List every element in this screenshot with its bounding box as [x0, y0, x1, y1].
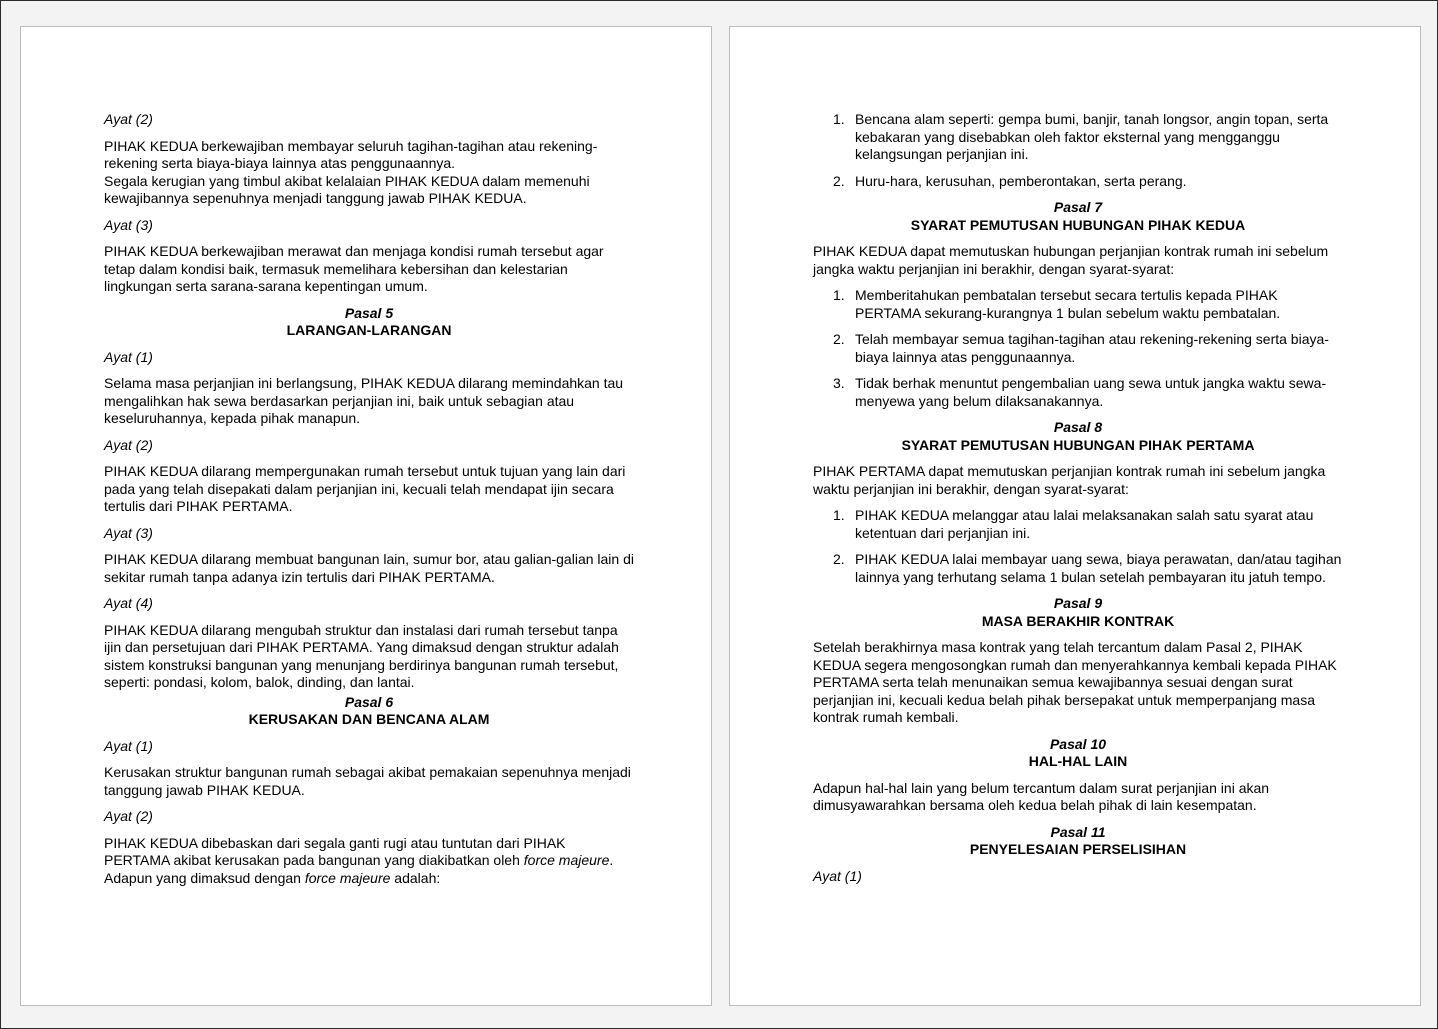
pasal-5-heading — [104, 305, 634, 340]
paragraph: PIHAK KEDUA berkewajiban merawat dan menjaga kondisi rumah tersebut agar tetap dalam kondisi baik, termasuk memelihara kebersihan dan kelestarian lingkungan serta sarana-sarana kepentingan umum. — [104, 243, 604, 294]
text-run: PIHAK KEDUA dibebaskan dari segala ganti rugi atau tuntutan dari PIHAK PERTAMA akibat kerusakan pada bangunan yang diakibatkan oleh — [104, 834, 566, 868]
ayat-heading: Ayat (4) — [104, 595, 153, 611]
list-item — [813, 331, 1343, 366]
pasal-number: Pasal 10 — [1049, 735, 1107, 752]
ayat-heading: Ayat (2) — [104, 436, 153, 453]
ayat-heading: Ayat (1) — [104, 737, 153, 754]
paragraph: Adapun hal-hal lain yang belum tercantum dalam surat perjanjian ini akan dimusyawarahkan bersama oleh kedua belah pihak di lain kesempatan. — [813, 779, 1270, 813]
ayat-heading: Ayat (2) — [104, 111, 153, 127]
list-item — [813, 507, 1343, 542]
pasal-title: SYARAT PEMUTUSAN HUBUNGAN PIHAK KEDUA — [910, 216, 1246, 233]
paragraph: Selama masa perjanjian ini berlangsung, PIHAK KEDUA dilarang memindahkan tau mengalihkan hak sewa berdasarkan perjanjian ini, baik untuk sebagian atau keseluruhannya, kepada pihak manapun. — [104, 375, 624, 426]
pasal-8-heading — [813, 419, 1343, 454]
pasal-7-heading — [813, 199, 1343, 234]
pasal-number: Pasal 9 — [1053, 595, 1103, 611]
list-text: Tidak berhak menuntut pengembalian uang sewa untuk jangka waktu sewa-menyewa yang belum dilaksanakannya. — [855, 375, 1327, 409]
paragraph — [104, 835, 634, 870]
pasal-number: Pasal 6 — [344, 693, 394, 710]
paragraph: PIHAK KEDUA dapat memutuskan hubungan perjanjian kontrak rumah ini sebelum jangka waktu perjanjian ini berakhir, dengan syarat-syarat: — [813, 243, 1329, 277]
text-run: . — [609, 852, 614, 868]
list-item — [813, 375, 1343, 410]
pasal-title: HAL-HAL LAIN — [1028, 753, 1128, 769]
force-majeure-list — [813, 111, 1343, 190]
ayat-heading: Ayat (2) — [104, 808, 153, 824]
page-left — [20, 26, 712, 1006]
list-number: 3. — [833, 375, 845, 391]
pasal-title: MASA BERAKHIR KONTRAK — [981, 612, 1175, 629]
list-text: Huru-hara, kerusuhan, pemberontakan, serta perang. — [855, 172, 1187, 189]
pasal-number: Pasal 11 — [1050, 823, 1106, 840]
paragraph: PIHAK KEDUA dilarang mempergunakan rumah tersebut untuk tujuan yang lain dari pada yang telah disepakati dalam perjanjian ini, kecuali telah mendapat ijin secara tertulis dari PIHAK PERTAMA. — [104, 463, 626, 514]
italic-term: force majeure — [304, 869, 391, 886]
ayat-heading: Ayat (1) — [104, 348, 153, 365]
page-right-content — [813, 111, 1343, 894]
list-text: Memberitahukan pembatalan tersebut secara tertulis kepada PIHAK PERTAMA sekurang-kurangnya 1 bulan sebelum waktu pembatalan. — [855, 287, 1281, 321]
pasal-7-list — [813, 287, 1343, 410]
pasal-number: Pasal 5 — [344, 304, 394, 321]
list-number: 1. — [833, 507, 845, 523]
text-run: adalah: — [390, 869, 441, 886]
list-item — [813, 551, 1343, 586]
paragraph: PIHAK KEDUA dilarang mengubah struktur dan instalasi dari rumah tersebut tanpa ijin dan persetujuan dari PIHAK PERTAMA. Yang dimaksud dengan struktur adalah sistem konstruksi bangunan yang menunjang berdirinya bangunan rumah tersebut, seperti: pondasi, kolom, balok, dinding, dan lantai. — [104, 621, 619, 690]
list-text: Telah membayar semua tagihan-tagihan atau rekening-rekening serta biaya-biaya lainnya atas penggunaannya. — [855, 331, 1329, 365]
pasal-6-heading — [104, 694, 634, 729]
text-run: Adapun yang dimaksud dengan — [104, 869, 305, 886]
paragraph: Segala kerugian yang timbul akibat kelalaian PIHAK KEDUA dalam memenuhi kewajibannya sepenuhnya menjadi tanggung jawab PIHAK KEDUA. — [104, 172, 590, 206]
list-text: PIHAK KEDUA lalai membayar uang sewa, biaya perawatan, dan/atau tagihan lainnya yang terhutang selama 1 bulan setelah pembayaran itu jatuh tempo. — [855, 551, 1342, 585]
pasal-11-heading — [813, 824, 1343, 859]
list-number: 2. — [833, 551, 845, 567]
paragraph: Kerusakan struktur bangunan rumah sebagai akibat pemakaian sepenuhnya menjadi tanggung jawab PIHAK KEDUA. — [104, 764, 631, 798]
pasal-9-heading — [813, 595, 1343, 630]
list-item — [813, 287, 1343, 322]
pasal-title: PENYELESAIAN PERSELISIHAN — [969, 841, 1187, 857]
ayat-heading: Ayat (3) — [104, 524, 153, 541]
paragraph: PIHAK KEDUA berkewajiban membayar seluruh tagihan-tagihan atau rekening-rekening serta biaya-biaya lainnya atas penggunaannya. — [104, 137, 598, 171]
list-number: 1. — [833, 287, 845, 303]
pasal-8-list — [813, 507, 1343, 586]
pasal-10-heading — [813, 736, 1343, 771]
list-number: 2. — [833, 331, 845, 347]
paragraph: PIHAK PERTAMA dapat memutuskan perjanjian kontrak rumah ini sebelum jangka waktu perjanjian ini berakhir, dengan syarat-syarat: — [813, 463, 1326, 497]
ayat-heading: Ayat (3) — [104, 216, 153, 233]
list-text: Bencana alam seperti: gempa bumi, banjir, tanah longsor, angin topan, serta kebakaran yang disebabkan oleh faktor eksternal yang mengganggu kelangsungan perjanjian ini. — [855, 111, 1329, 162]
page-right — [729, 26, 1421, 1006]
list-text: PIHAK KEDUA melanggar atau lalai melaksanakan salah satu syarat atau ketentuan dari perjanjian ini. — [855, 507, 1314, 541]
italic-term: force majeure — [523, 852, 610, 868]
list-item — [813, 111, 1343, 164]
pasal-title: SYARAT PEMUTUSAN HUBUNGAN PIHAK PERTAMA — [901, 436, 1255, 453]
list-number: 2. — [833, 172, 845, 189]
pasal-number: Pasal 8 — [1053, 419, 1103, 435]
ayat-heading: Ayat (1) — [813, 867, 862, 884]
paragraph — [104, 870, 634, 888]
paragraph: Setelah berakhirnya masa kontrak yang telah tercantum dalam Pasal 2, PIHAK KEDUA segera mengosongkan rumah dan menyerahkannya kembali kepada PIHAK PERTAMA serta telah menunaikan semua kewajibannya sesuai dengan surat perjanjian ini, kecuali kedua belah pihak bersepakat untuk memperpanjang masa kontrak rumah kembali. — [813, 639, 1337, 725]
page-left-content — [104, 111, 634, 896]
pasal-number: Pasal 7 — [1053, 199, 1103, 215]
list-item — [813, 173, 1343, 191]
paragraph: PIHAK KEDUA dilarang membuat bangunan lain, sumur bor, atau galian-galian lain di sekitar rumah tanpa adanya izin tertulis dari PIHAK PERTAMA. — [104, 551, 634, 585]
list-number: 1. — [833, 111, 845, 127]
pasal-title: LARANGAN-LARANGAN — [286, 322, 452, 338]
pasal-title: KERUSAKAN DAN BENCANA ALAM — [248, 711, 490, 727]
